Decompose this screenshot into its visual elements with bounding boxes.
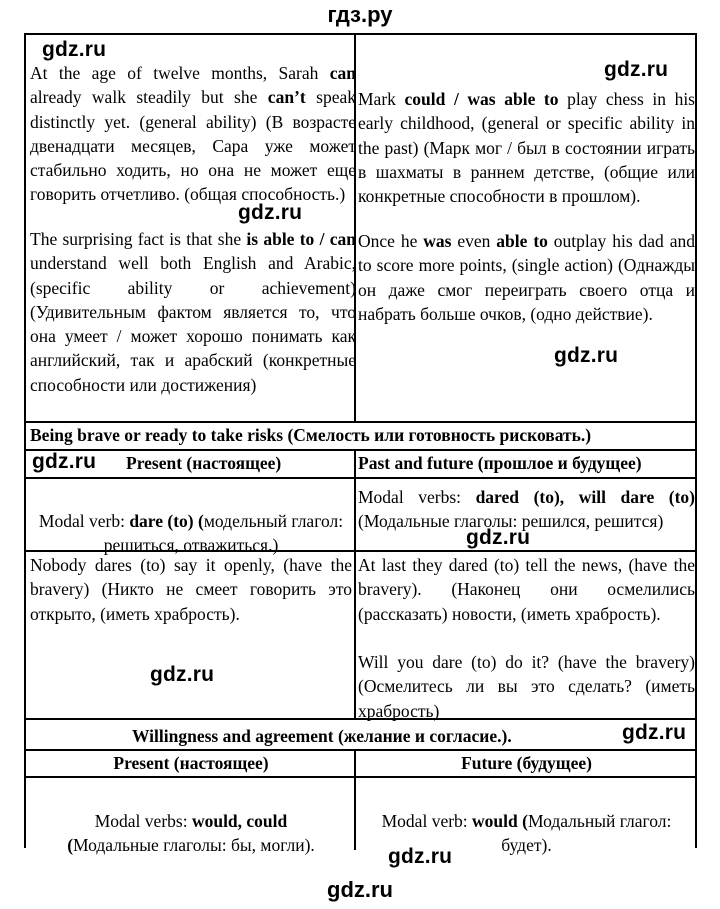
nobody-dares-text: Nobody dares (to) say it openly, (have the bravery) (Никто не смеет говорить это открыто, (иметь храбрость). (30, 555, 352, 624)
row-divider (26, 776, 695, 778)
site-header: гдз.ру (327, 2, 393, 27)
brave-present-header: Present (настоящее) (126, 453, 282, 473)
watermark: gdz.ru (388, 845, 453, 868)
would-could-text: Modal verbs: would, could (Модальные глаголы: бы, могли). (67, 811, 315, 856)
willingness-section-title: Willingness and agreement (желание и согласие.). (132, 726, 512, 746)
watermark: gdz.ru (622, 721, 687, 744)
willingness-present-header: Present (настоящее) (113, 753, 269, 773)
grammar-table (24, 33, 697, 856)
sarah-achievement-text: The surprising fact is that she is able to / can understand well both English and Arabic, (specific ability or achievement) (Удивительным фактом является то, что она умеет / может хорошо понимать как английский, так и арабский (конкретные способности или достижения) (30, 229, 356, 395)
dared-modal-text: Modal verbs: dared (to), will dare (to) (Модальные глаголы: решился, решится) (358, 487, 695, 532)
watermark: gdz.ru (42, 38, 107, 61)
brave-section-title: Being brave or ready to take risks (Смелость или готовность рисковать.) (30, 425, 592, 445)
willingness-future-header: Future (будущее) (461, 753, 592, 773)
row-divider (26, 477, 695, 479)
sarah-ability-text: At the age of twelve months, Sarah can already walk steadily but she can’t speak distinctly yet. (general ability) (В возрасте двенадцати месяцев, Сара уже может стабильно ходить, но она не может еще говорить отчетливо. (общая способность.) (30, 63, 356, 205)
dared-news-text: At last they dared (to) tell the news, (have the bravery). (Наконец они осмелились (рассказать) новости, (иметь храбрость). (358, 555, 695, 624)
watermark: gdz.ru (32, 450, 97, 473)
watermark: gdz.ru (466, 526, 531, 549)
mark-single-action-text: Once he was even able to outplay his dad and to score more points, (single action) (Однажды он даже смог переиграть своего отца и набрать больше очков, (одно действие). (358, 231, 695, 324)
watermark: gdz.ru (604, 58, 669, 81)
watermark: gdz.ru (150, 663, 215, 686)
would-future-text: Modal verb: would (Модальный глагол: будет). (381, 811, 672, 856)
dare-modal-text: Modal verb: dare (to) (модельный глагол: решиться, отважиться.) (38, 511, 344, 556)
watermark: gdz.ru (554, 344, 619, 367)
column-divider (354, 449, 356, 718)
mark-ability-text: Mark could / was able to play chess in his early childhood, (general or specific ability in the past) (Марк мог / был в состоянии играть в шахматы в раннем детстве, (общие или конкретные способности в прошлом). (358, 89, 695, 207)
watermark: gdz.ru (238, 201, 303, 224)
site-footer: gdz.ru (327, 877, 393, 902)
column-divider (354, 749, 356, 850)
brave-past-future-header: Past and future (прошлое и будущее) (358, 453, 642, 473)
will-you-dare-text: Will you dare (to) do it? (have the bravery) (Осмелитесь ли вы это сделать? (иметь храбрость) (358, 652, 695, 721)
